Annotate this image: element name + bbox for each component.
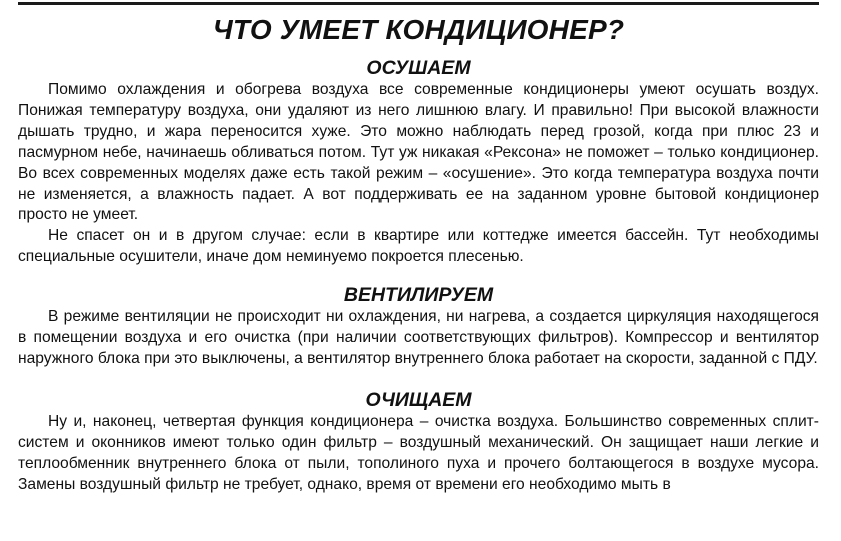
section-heading-purify: ОЧИЩАЕМ (365, 388, 472, 411)
top-rule (18, 2, 819, 5)
document-page (0, 2, 841, 541)
section-heading-ventilate: ВЕНТИЛИРУЕМ (343, 284, 494, 307)
paragraph-dehumidify-2: Не спасет он и в другом случае: если в квартире или коттедже имеется бассейн. Тут необходимы специальные осушители, иначе дом неминуемо покроется плесенью. (18, 227, 819, 266)
paragraph-dehumidify-1: Помимо охлаждения и обогрева воздуха все современные кондиционеры умеют осушать воздух. Понижая температуру воздуха, они удаляют из него лишнюю влагу. И правильно! При высокой влажности дышать трудно, и жара переносится хуже. Это можно наблюдать перед грозой, когда при плюс 23 и пасмурном небе, начинаешь обливаться потом. Тут уж никакая «Рексона» не поможет – только кондиционер. Во всех современных моделях даже есть такой режим – «осушение». Это когда температура воздуха почти не изменяется, а влажность падает. А вот поддерживать ее на заданном уровне бытовой кондиционер просто не умеет. (18, 81, 819, 224)
section-dehumidify (18, 56, 819, 268)
paragraph-ventilate-1: В режиме вентиляции не происходит ни охлаждения, ни нагрева, а создается циркуляция находящегося в помещении воздуха и его очистка (при наличии соответствующих фильтров). Компрессор и вентилятор наружного блока при это выключены, а вентилятор внутреннего блока работает на скорости, заданной с ПДУ. (18, 308, 819, 367)
section-ventilate (18, 283, 819, 370)
section-purify (18, 388, 819, 496)
page-title: ЧТО УМЕЕТ КОНДИЦИОНЕР? (212, 14, 625, 45)
paragraph-purify-1: Ну и, наконец, четвертая функция кондиционера – очистка воздуха. Большинство современных сплит-систем и оконников имеют только один фильтр – воздушный механический. Он защищает наши легкие и теплообменник внутреннего блока от пыли, тополиного пуха и прочего болтающегося в воздухе мусора. Замены воздушный фильтр не требует, однако, время от времени его необходимо мыть в (18, 412, 819, 493)
section-heading-dehumidify: ОСУШАЕМ (366, 57, 471, 79)
